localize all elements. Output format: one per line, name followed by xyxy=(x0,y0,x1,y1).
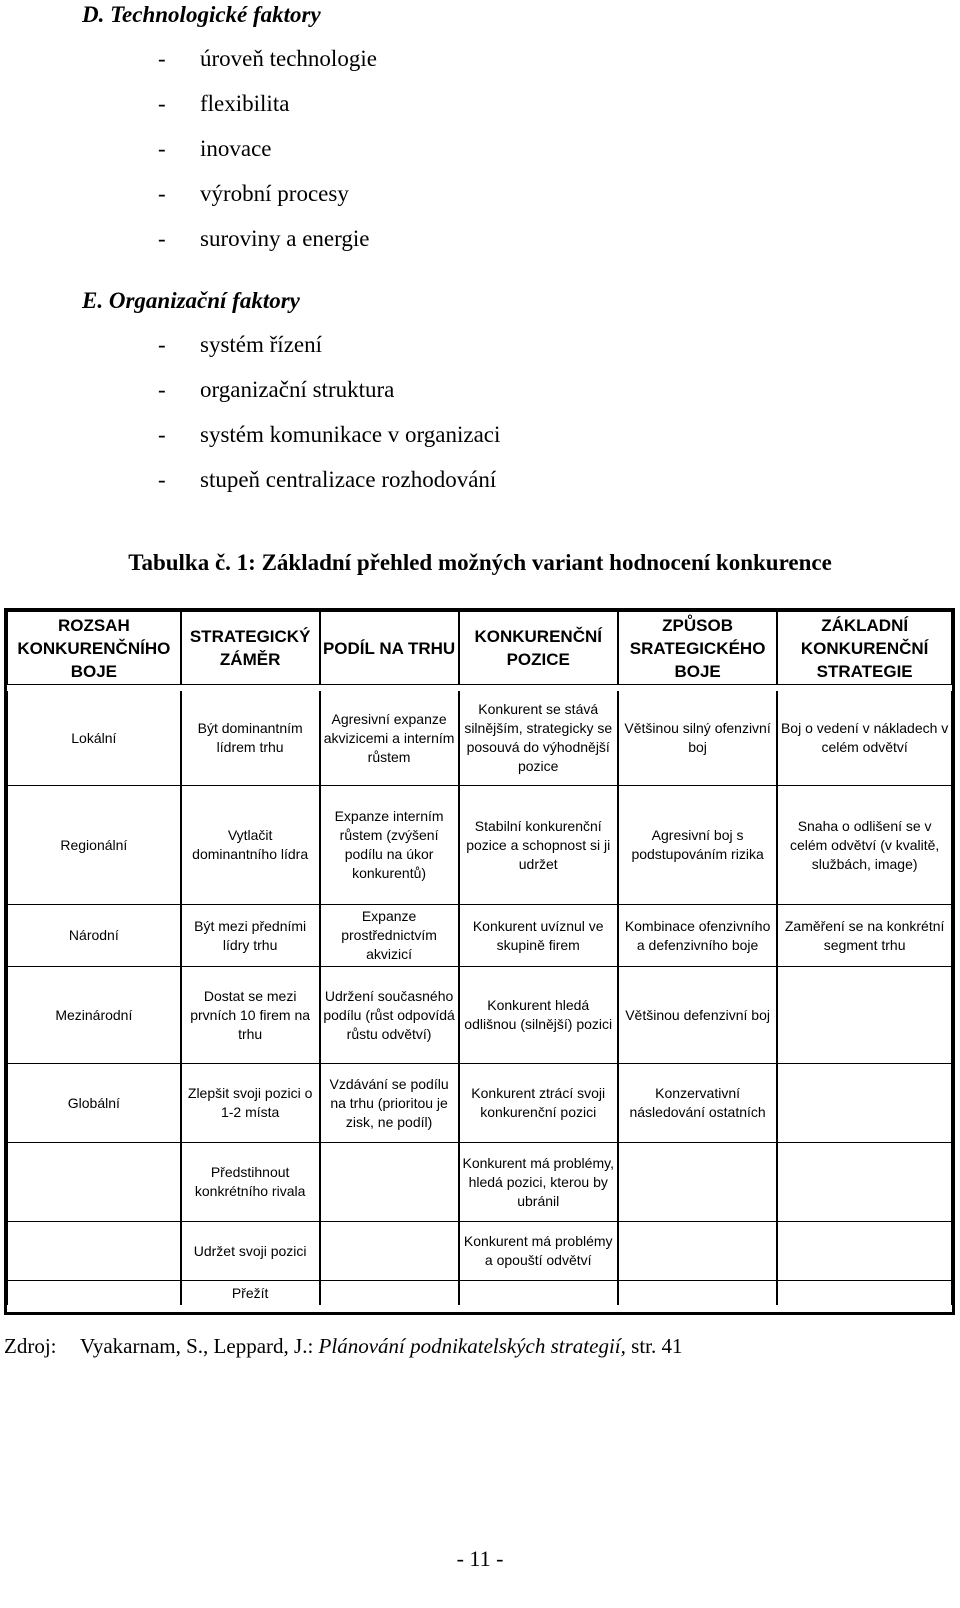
table-cell xyxy=(7,1281,181,1305)
table-cell: Většinou defenzivní boj xyxy=(618,967,777,1064)
table-cell: Národní xyxy=(7,905,181,967)
table-cell: Být dominantním lídrem trhu xyxy=(181,691,320,786)
table-cell xyxy=(618,1222,777,1281)
column-header: PODÍL NA TRHU xyxy=(320,611,459,685)
table-cell: Boj o vedení v nákladech v celém odvětví xyxy=(777,691,952,786)
table-cell xyxy=(777,1222,952,1281)
table-row xyxy=(7,1143,952,1222)
section-title-technological: D. Technologické faktory xyxy=(82,2,321,27)
column-header: KONKURENČNÍ POZICE xyxy=(459,611,618,685)
column-header: ZPŮSOB SRATEGICKÉHO BOJE xyxy=(618,611,777,685)
table-row xyxy=(7,1281,952,1305)
table-cell: Konzervativní následování ostatních xyxy=(618,1064,777,1143)
table-cell: Expanze prostřednictvím akvizicí xyxy=(320,905,459,967)
table-cell: Většinou silný ofenzivní boj xyxy=(618,691,777,786)
table-cell: Agresivní boj s podstupováním rizika xyxy=(618,786,777,905)
table-cell xyxy=(777,967,952,1064)
table-cell xyxy=(320,1143,459,1222)
competition-variants-table xyxy=(4,608,955,1315)
table-cell xyxy=(777,1143,952,1222)
table-cell xyxy=(320,1222,459,1281)
table-cell: Konkurent hledá odlišnou (silnější) pozici xyxy=(459,967,618,1064)
source-book-title: Plánování podnikatelských strategií, xyxy=(318,1334,626,1358)
table-row xyxy=(7,1064,952,1143)
source-label: Zdroj: xyxy=(4,1334,57,1358)
column-header: ZÁKLADNÍ KONKURENČNÍ STRATEGIE xyxy=(777,611,952,685)
table-cell: Vytlačit dominantního lídra xyxy=(181,786,320,905)
table-cell xyxy=(459,1281,618,1305)
table-cell xyxy=(618,1143,777,1222)
table-caption: Tabulka č. 1: Základní přehled možných variant hodnocení konkurence xyxy=(128,550,832,575)
table-row xyxy=(7,786,952,905)
source-pages: str. 41 xyxy=(625,1334,683,1358)
section-title-organizational: E. Organizační faktory xyxy=(82,288,300,313)
page-number: - 11 - xyxy=(456,1546,504,1571)
table-cell: Konkurent má problémy a opouští odvětví xyxy=(459,1222,618,1281)
table-cell xyxy=(618,1281,777,1305)
table-cell: Globální xyxy=(7,1064,181,1143)
table-cell: Expanze interním růstem (zvýšení podílu na úkor konkurentů) xyxy=(320,786,459,905)
table-cell: Vzdávání se podílu na trhu (prioritou je zisk, ne podíl) xyxy=(320,1064,459,1143)
column-header: ROZSAH KONKURENČNÍHO BOJE xyxy=(7,611,181,685)
table-cell: Snaha o odlišení se v celém odvětví (v kvalitě, službách, image) xyxy=(777,786,952,905)
table-cell: Lokální xyxy=(7,691,181,786)
table-cell xyxy=(320,1281,459,1305)
table-cell: Agresivní expanze akvizicemi a interním růstem xyxy=(320,691,459,786)
table-cell: Přežít xyxy=(181,1281,320,1305)
table-cell xyxy=(777,1281,952,1305)
table-cell: Konkurent má problémy, hledá pozici, kterou by ubránil xyxy=(459,1143,618,1222)
table-cell: Zlepšit svoji pozici o 1-2 místa xyxy=(181,1064,320,1143)
table-cell: Konkurent ztrácí svoji konkurenční pozici xyxy=(459,1064,618,1143)
table-cell: Regionální xyxy=(7,786,181,905)
table-cell xyxy=(777,1064,952,1143)
table-cell: Kombinace ofenzivního a defenzivního boje xyxy=(618,905,777,967)
table-header-row xyxy=(7,611,952,685)
source-authors: Vyakarnam, S., Leppard, J.: xyxy=(80,1334,319,1358)
source-reference xyxy=(80,1334,682,1359)
table-row xyxy=(7,905,952,967)
table-cell: Udržení současného podílu (růst odpovídá růstu odvětví) xyxy=(320,967,459,1064)
table-cell: Konkurent se stává silnějším, strategicky se posouvá do výhodnější pozice xyxy=(459,691,618,786)
table-row xyxy=(7,1222,952,1281)
table-cell: Předstihnout konkrétního rivala xyxy=(181,1143,320,1222)
table-cell: Dostat se mezi prvních 10 firem na trhu xyxy=(181,967,320,1064)
table-cell: Být mezi předními lídry trhu xyxy=(181,905,320,967)
table-cell: Udržet svoji pozici xyxy=(181,1222,320,1281)
table-cell: Zaměření se na konkrétní segment trhu xyxy=(777,905,952,967)
table-cell: Mezinárodní xyxy=(7,967,181,1064)
table-cell: Stabilní konkurenční pozice a schopnost si ji udržet xyxy=(459,786,618,905)
table-cell xyxy=(7,1143,181,1222)
table-row xyxy=(7,967,952,1064)
column-header: STRATEGICKÝ ZÁMĚR xyxy=(181,611,320,685)
table-cell xyxy=(7,1222,181,1281)
table-row xyxy=(7,691,952,786)
table-cell: Konkurent uvíznul ve skupině firem xyxy=(459,905,618,967)
